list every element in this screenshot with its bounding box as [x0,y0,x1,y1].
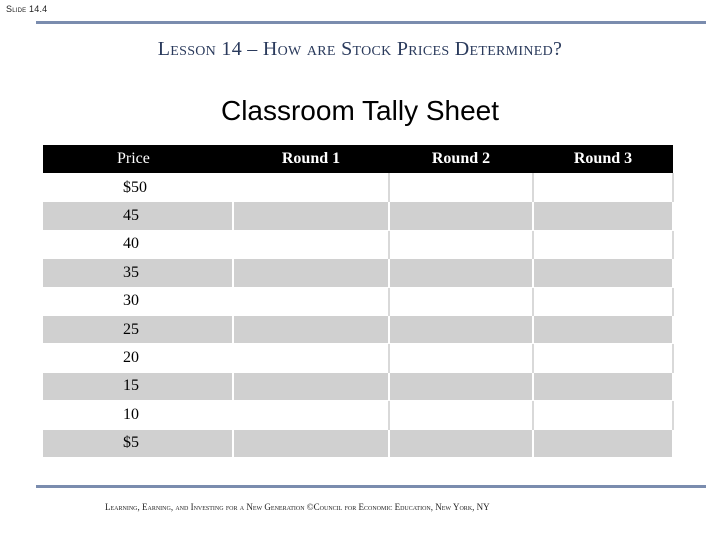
sheet-title: Classroom Tally Sheet [220,95,500,126]
round-1-cell [233,344,389,372]
table-row [43,429,673,457]
round-2-cell [389,230,533,258]
bottom-divider [36,485,706,488]
header-round-2: Round 2 [389,145,533,174]
round-1-cell [233,230,389,258]
round-1-cell [233,287,389,315]
round-2-cell [389,315,533,343]
table-row [43,344,673,372]
round-3-cell [533,259,673,287]
round-3-cell [533,202,673,230]
tally-header-row [43,145,673,174]
tally-table [43,145,674,458]
price-cell: 40 [43,230,233,258]
round-2-cell [389,372,533,400]
table-row [43,372,673,400]
round-3-cell [533,372,673,400]
round-1-cell [233,401,389,429]
round-2-cell [389,259,533,287]
round-2-cell [389,401,533,429]
price-cell: 25 [43,315,233,343]
round-3-cell [533,429,673,457]
round-1-cell [233,202,389,230]
price-cell: 20 [43,344,233,372]
round-2-cell [389,344,533,372]
price-cell: 30 [43,287,233,315]
table-row [43,230,673,258]
top-divider [36,21,706,24]
lesson-title: Lesson 14 – How are Stock Prices Determined? [157,38,563,60]
table-row [43,401,673,429]
round-2-cell [389,202,533,230]
round-1-cell [233,174,389,202]
round-2-cell [389,429,533,457]
price-cell: 15 [43,372,233,400]
table-row [43,287,673,315]
price-cell: $50 [43,174,233,202]
table-row [43,259,673,287]
round-3-cell [533,344,673,372]
round-1-cell [233,315,389,343]
price-cell: 10 [43,401,233,429]
round-3-cell [533,401,673,429]
round-2-cell [389,174,533,202]
round-1-cell [233,372,389,400]
header-price: Price [43,145,233,174]
table-row [43,202,673,230]
round-3-cell [533,315,673,343]
round-2-cell [389,287,533,315]
price-cell: 45 [43,202,233,230]
header-round-1: Round 1 [233,145,389,174]
price-cell: $5 [43,429,233,457]
price-cell: 35 [43,259,233,287]
round-1-cell [233,259,389,287]
table-row [43,315,673,343]
table-row [43,174,673,202]
slide-number-label: Slide 14.4 [6,4,48,14]
round-3-cell [533,287,673,315]
header-round-3: Round 3 [533,145,673,174]
round-1-cell [233,429,389,457]
round-3-cell [533,174,673,202]
footer-credit: Learning, Earning, and Investing for a New Generation ©Council for Economic Education, New York, NY [105,502,490,512]
round-3-cell [533,230,673,258]
